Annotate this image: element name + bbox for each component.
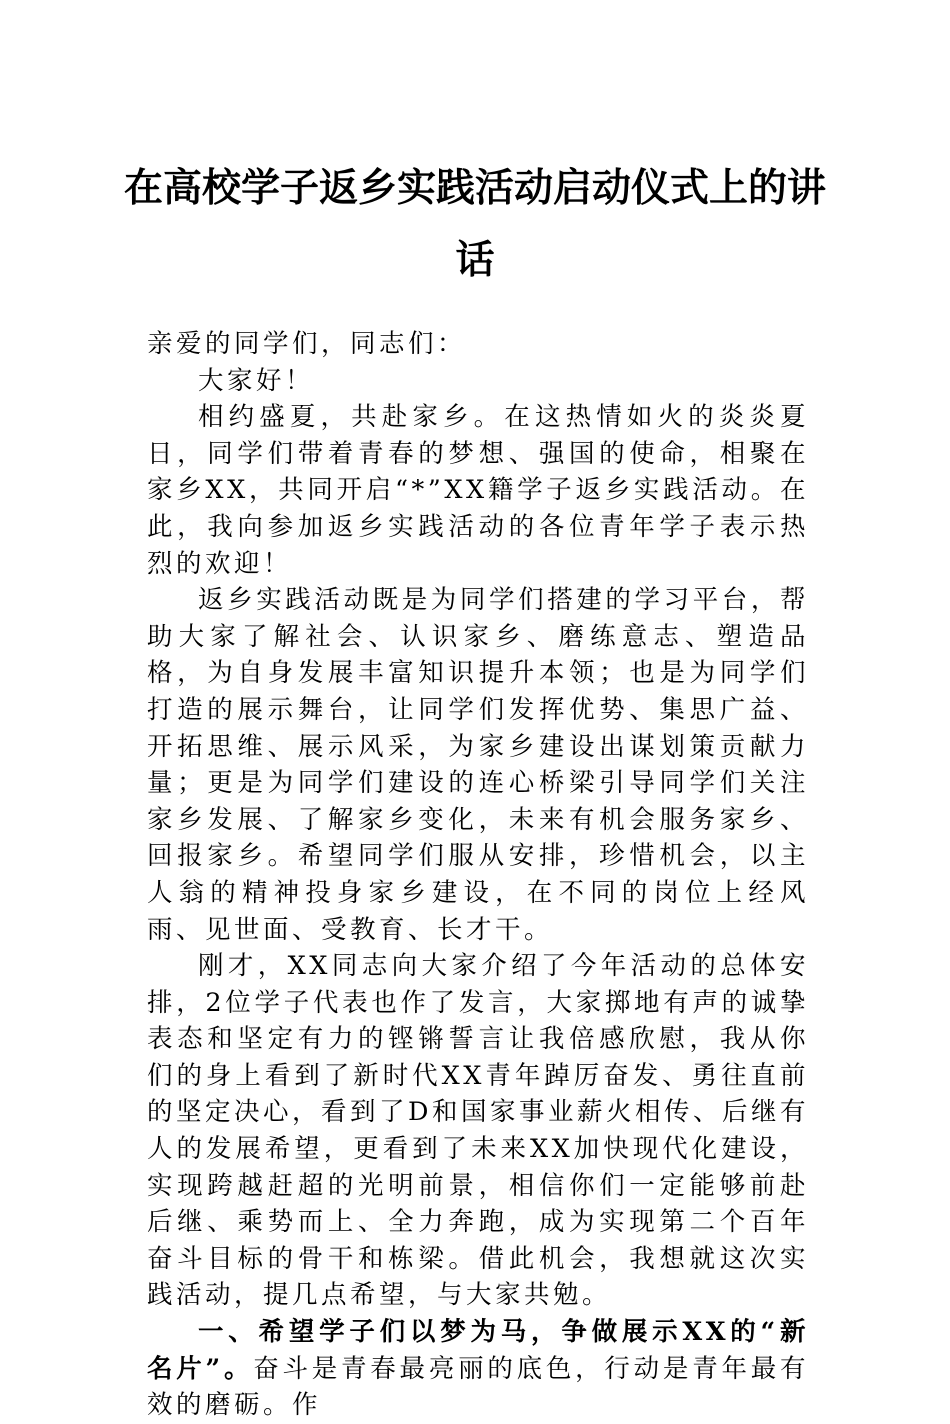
paragraph-2: 返乡实践活动既是为同学们搭建的学习平台，帮助大家了解社会、认识家乡、磨练意志、塑造品格，为自身发展丰富知识提升本领；也是为同学们打造的展示舞台，让同学们发挥优势、集思广益、开拓思维、展示风采，为家乡建设出谋划策贡献力量；更是为同学们建设的连心桥梁引导同学们关注家乡发展、了解家乡变化，未来有机会服务家乡、回报家乡。希望同学们服从安排，珍惜机会，以主人翁的精神投身家乡建设，在不同的岗位上经风雨、见世面、受教育、长才干。	[147, 585, 809, 945]
document-body	[147, 326, 809, 1424]
salutation: 亲爱的同学们，同志们：	[147, 329, 467, 359]
paragraph-1: 相约盛夏，共赴家乡。在这热情如火的炎炎夏日，同学们带着青春的梦想、强国的使命，相聚在家乡XX，共同开启“*”XX籍学子返乡实践活动。在此，我向参加返乡实践活动的各位青年学子表示热烈的欢迎！	[147, 402, 809, 579]
greeting: 大家好！	[198, 365, 315, 396]
paragraph-3: 刚才，XX同志向大家介绍了今年活动的总体安排，2位学子代表也作了发言，大家掷地有声的诚挚表态和坚定有力的铿锵誓言让我倍感欣慰，我从你们的身上看到了新时代XX青年踔厉奋发、勇往直前的坚定决心，看到了D和国家事业薪火相传、后继有人的发展希望，更看到了未来XX加快现代化建设，实现跨越赶超的光明前景，相信你们一定能够前赴后继、乘势而上、全力奔跑，成为实现第二个百年奋斗目标的骨干和栋梁。借此机会，我想就这次实践活动，提几点希望，与大家共勉。	[147, 951, 809, 1311]
section-1-paragraph	[147, 1314, 809, 1424]
section-text: 奋斗是青春最亮丽的底色，行动是青年最有效的磨砺。作	[147, 1353, 809, 1421]
section-heading: 一、希望学子们以梦为马，争做展示XX的“新名片”。	[147, 1317, 809, 1384]
document-title: 在高校学子返乡实践活动启动仪式上的讲话	[123, 165, 826, 283]
